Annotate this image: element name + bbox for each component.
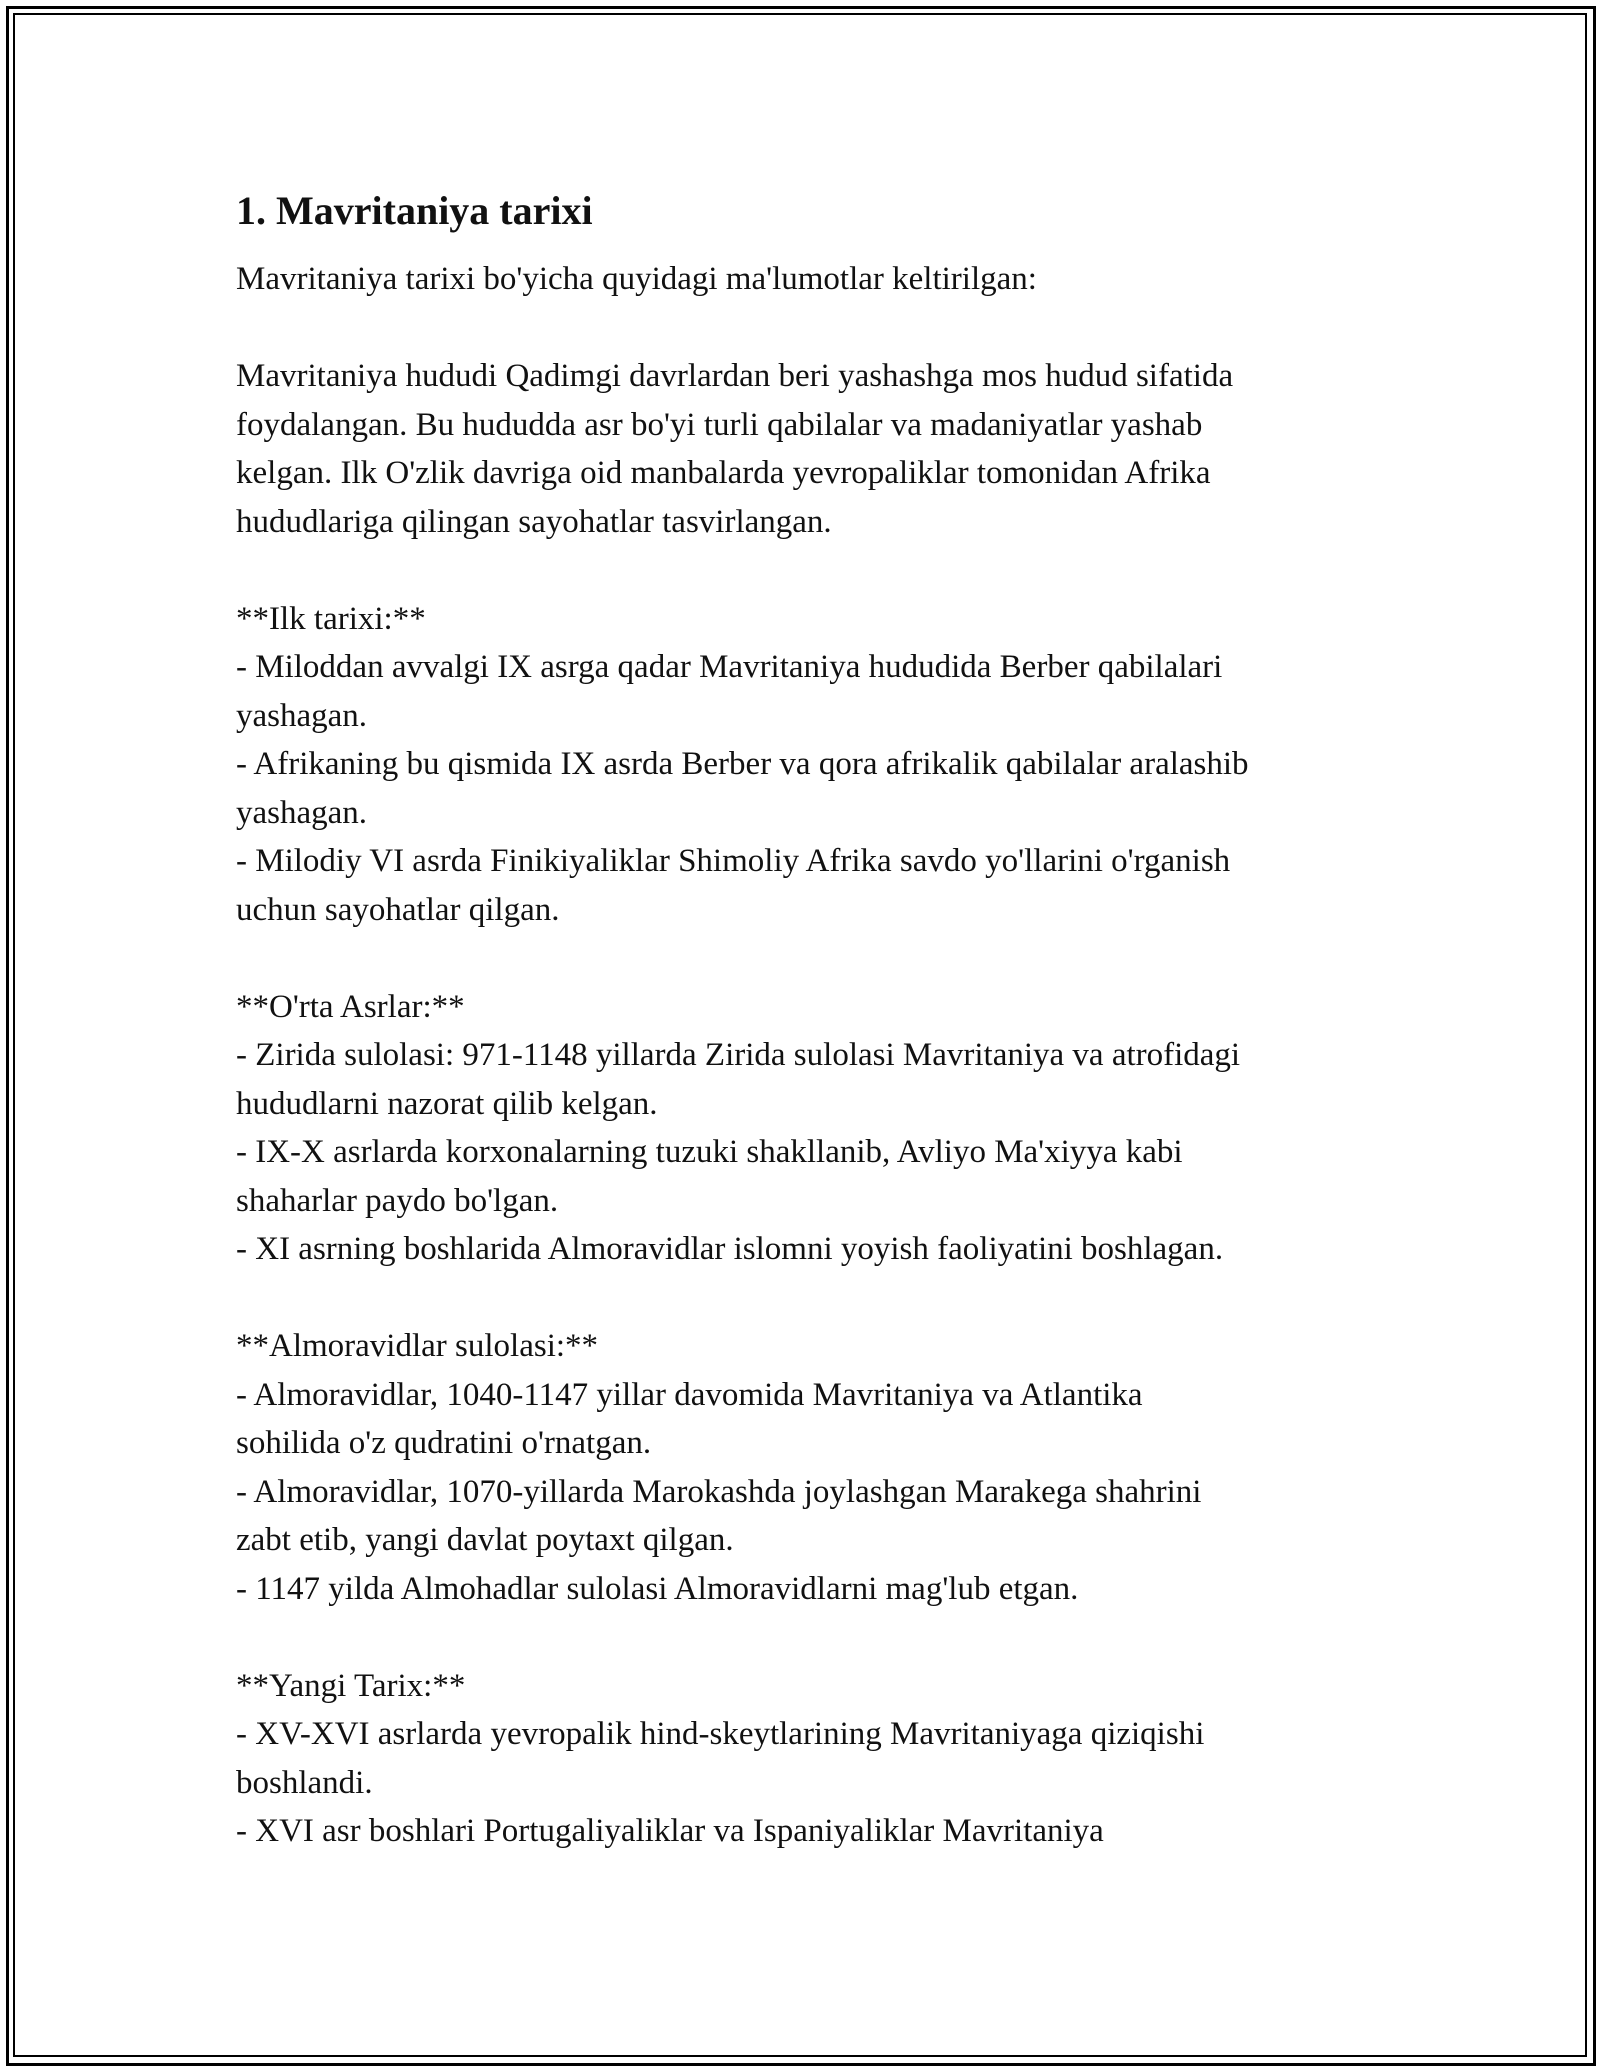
section-line: - 1147 yilda Almohadlar sulolasi Almoravidlarni mag'lub etgan. [236, 1570, 1079, 1607]
blank-line [236, 934, 1376, 983]
section-line: - Miloddan avvalgi IX asrga qadar Mavritaniya hududida Berber qabilalari [236, 649, 1223, 685]
section-heading: **Yangi Tarix:** [236, 1667, 466, 1704]
section-line: yashagan. [236, 697, 368, 734]
section-line: sohilida o'z qudratini o'rnatgan. [236, 1425, 652, 1461]
section-line: hududlarni nazorat qilib kelgan. [236, 1085, 658, 1122]
page-title: 1. Mavritaniya tarixi [236, 188, 593, 233]
paragraph-line: kelgan. Ilk O'zlik davriga oid manbalarda yevropaliklar tomonidan Afrika [236, 455, 1211, 491]
section-line: - IX-X asrlarda korxonalarning tuzuki shakllanib, Avliyo Ma'xiyya kabi [236, 1134, 1183, 1170]
section-line: shaharlar paydo bo'lgan. [236, 1182, 559, 1219]
section-almoravidlar [236, 1322, 1376, 1613]
section-line: - Milodiy VI asrda Finikiyaliklar Shimoliy Afrika savdo yo'llarini o'rganish [236, 843, 1231, 879]
section-line: boshlandi. [236, 1764, 373, 1801]
section-heading: **O'rta Asrlar:** [236, 988, 465, 1025]
section-line: uchun sayohatlar qilgan. [236, 891, 560, 928]
section-line: - Zirida sulolasi: 971-1148 yillarda Zirida sulolasi Mavritaniya va atrofidagi [236, 1037, 1241, 1073]
blank-line [236, 304, 1376, 353]
section-line: - Afrikaning bu qismida IX asrda Berber va qora afrikalik qabilalar aralashib [236, 746, 1249, 782]
section-yangi-tarix [236, 1662, 1376, 1856]
section-line: - XI asrning boshlarida Almoravidlar islomni yoyish faoliyatini boshlagan. [236, 1231, 1224, 1267]
paragraph-line: foydalangan. Bu hududda asr bo'yi turli qabilalar va madaniyatlar yashab [236, 406, 1203, 443]
intro-text: Mavritaniya tarixi bo'yicha quyidagi ma'lumotlar keltirilgan: [236, 261, 1037, 297]
section-line: zabt etib, yangi davlat poytaxt qilgan. [236, 1522, 734, 1558]
section-line: - Almoravidlar, 1040-1147 yillar davomida Mavritaniya va Atlantika [236, 1376, 1143, 1413]
section-line: - Almoravidlar, 1070-yillarda Marokashda joylashgan Marakega shahrini [236, 1473, 1202, 1510]
section-line: - XV-XVI asrlarda yevropalik hind-skeytlarining Mavritaniyaga qiziqishi [236, 1716, 1205, 1752]
section-line: yashagan. [236, 794, 368, 831]
section-heading: **Ilk tarixi:** [236, 600, 426, 637]
section-orta-asrlar [236, 983, 1376, 1274]
paragraph-line: Mavritaniya hududi Qadimgi davrlardan beri yashashga mos hudud sifatida [236, 358, 1234, 394]
paragraph-line: hududlariga qilingan sayohatlar tasvirlangan. [236, 503, 832, 540]
document-body [236, 185, 1376, 1856]
blank-line [236, 546, 1376, 595]
section-ilk-tarixi [236, 595, 1376, 935]
section-line: - XVI asr boshlari Portugaliyaliklar va Ispaniyaliklar Mavritaniya [236, 1813, 1104, 1849]
intro-paragraph [236, 352, 1376, 546]
blank-line [236, 1613, 1376, 1662]
section-heading: **Almoravidlar sulolasi:** [236, 1328, 599, 1364]
blank-line [236, 1274, 1376, 1323]
